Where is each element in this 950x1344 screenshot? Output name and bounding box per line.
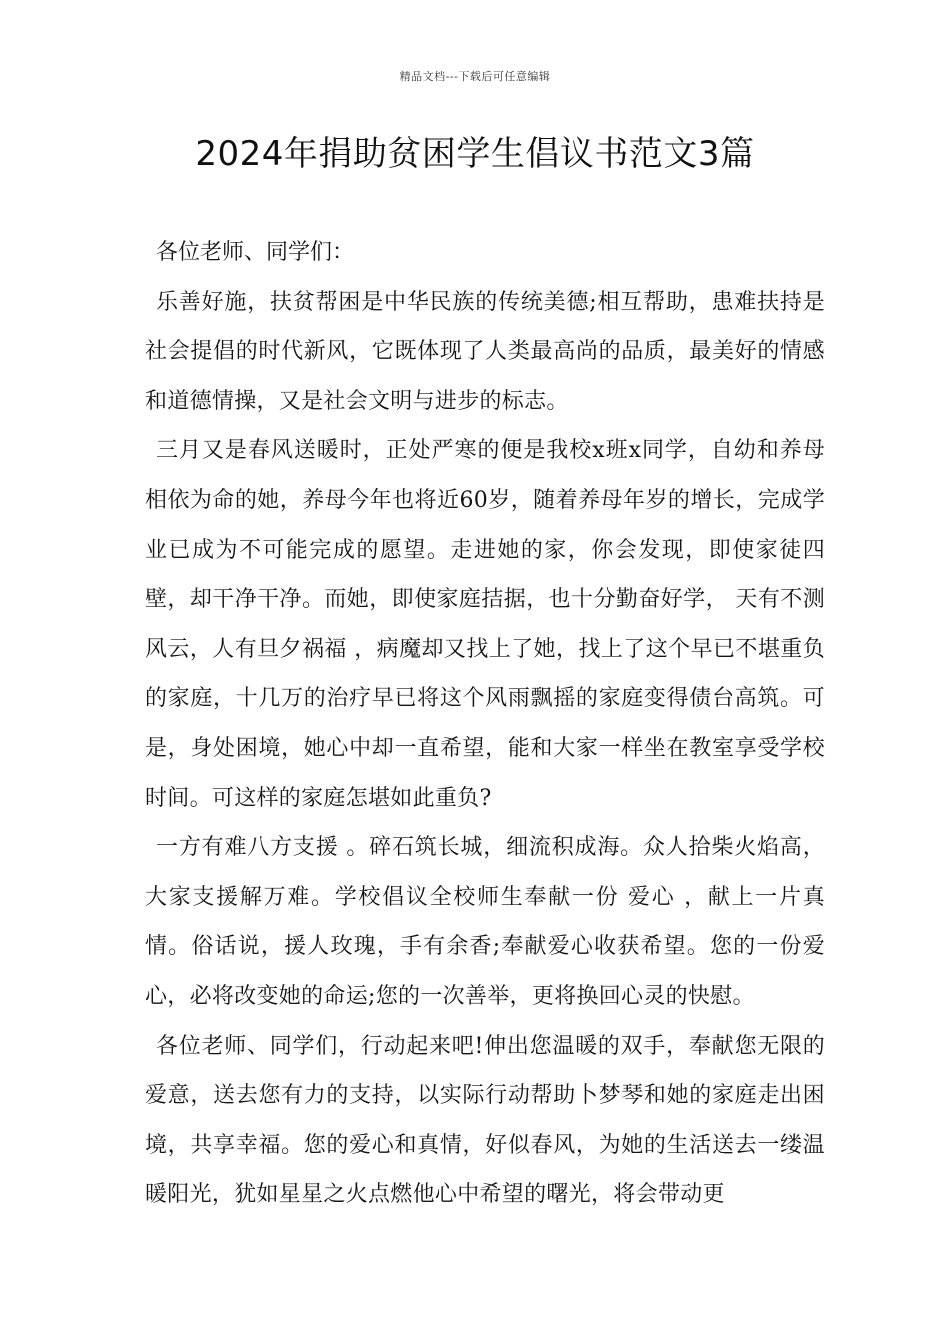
paragraph-1: 乐善好施，扶贫帮困是中华民族的传统美德;相互帮助，患难扶持是社会提倡的时代新风，它既体现了人类最高尚的品质，最美好的情感和道德情操，又是社会文明与进步的标志。 xyxy=(145,289,825,414)
header-note: 精品文档---下载后可任意编辑 xyxy=(399,70,551,83)
document-body xyxy=(145,228,825,1220)
greeting: 各位老师、同学们： xyxy=(156,240,355,265)
paragraph-2: 三月又是春风送暖时，正处严寒的便是我校x班x同学，自幼和养母相依为命的她，养母今年也将近60岁，随着养母年岁的增长，完成学业已成为不可能完成的愿望。走进她的家，你会发现，即使家徒四壁，却干净干净。而她，即使家庭拮据，也十分勤奋好学， 天有不测风云，人有旦夕祸福 ，病魔却又找上了她，找上了这个早已不堪重负的家庭，十几万的治疗早已将这个风雨飘摇的家庭变得债台高筑。可是，身处困境，她心中却一直希望，能和大家一样坐在教室享受学校时间。可这样的家庭怎堪如此重负? xyxy=(145,438,825,811)
paragraph-4: 各位老师、同学们，行动起来吧!伸出您温暖的双手，奉献您无限的爱意，送去您有力的支持，以实际行动帮助卜梦琴和她的家庭走出困境，共享幸福。您的爱心和真情，好似春风，为她的生活送去一缕温暖阳光，犹如星星之火点燃他心中希望的曙光，将会带动更 xyxy=(145,1033,825,1208)
document-title: 2024年捐助贫困学生倡议书范文3篇 xyxy=(195,134,755,174)
paragraph-3: 一方有难八方支援 。碎石筑长城，细流积成海。众人拾柴火焰高，大家支援解万难。学校倡议全校师生奉献一份 爱心 ，献上一片真情。俗话说，援人玫瑰，手有余香;奉献爱心收获希望。您的一份爱心，必将改变她的命运;您的一次善举，更将换回心灵的快慰。 xyxy=(145,835,825,1009)
